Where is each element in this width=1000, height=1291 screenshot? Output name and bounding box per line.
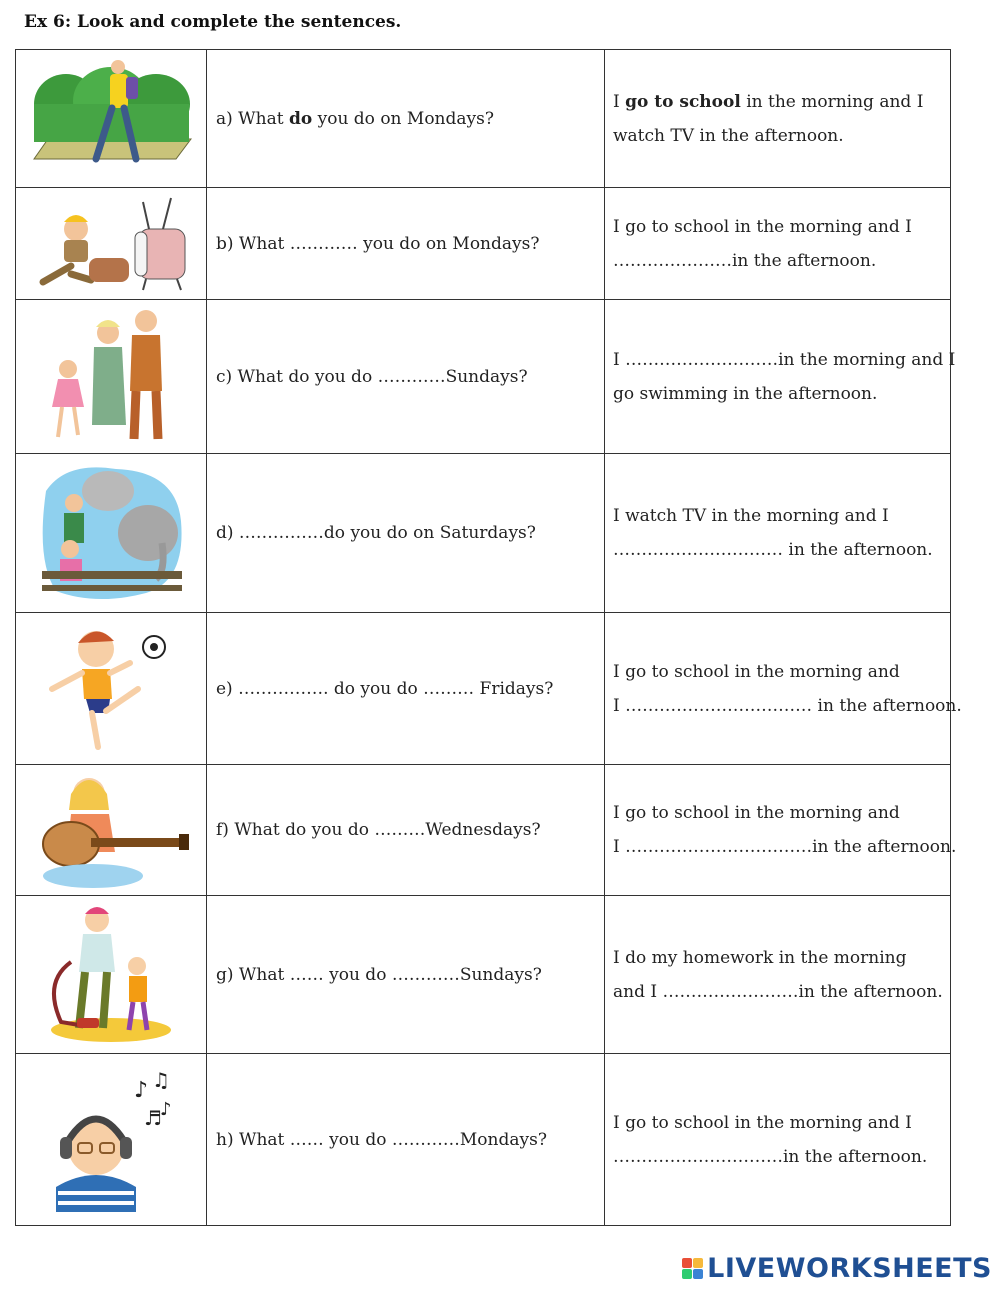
logo-block bbox=[693, 1258, 703, 1268]
answer-cell bbox=[605, 50, 951, 188]
answer-line-1: I go to school in the morning and bbox=[613, 661, 900, 682]
listening-to-music-icon bbox=[36, 1067, 186, 1212]
table-row bbox=[16, 300, 951, 454]
answer-cell bbox=[605, 300, 956, 454]
answer-cell bbox=[605, 896, 951, 1054]
zoo-elephants-icon bbox=[36, 461, 186, 606]
logo-text: LIVEWORKSHEETS bbox=[707, 1253, 992, 1284]
answer-line-2: I ……………………………in the afternoon. bbox=[613, 837, 957, 857]
liveworksheets-logo[interactable] bbox=[682, 1253, 992, 1284]
picture-cell bbox=[16, 613, 207, 765]
picture-cell bbox=[16, 188, 207, 300]
question-cell bbox=[207, 896, 605, 1054]
answer-cell bbox=[605, 188, 951, 300]
table-row bbox=[16, 1054, 951, 1226]
girl-visiting-grandparents-icon bbox=[46, 307, 176, 447]
answer-line-2: …………………………in the afternoon. bbox=[613, 1146, 928, 1167]
table-row bbox=[16, 613, 951, 765]
exercise-table bbox=[15, 49, 962, 1226]
answer-line-2: go swimming in the afternoon. bbox=[613, 383, 878, 404]
table-row bbox=[16, 188, 951, 300]
answer-line-1: I go to school in the morning and I bbox=[613, 91, 924, 112]
answer-line-2: watch TV in the afternoon. bbox=[613, 125, 844, 146]
worksheet-title: Ex 6: Look and complete the sentences. bbox=[24, 12, 402, 32]
question-text: d) ……………do you do on Saturdays? bbox=[216, 523, 536, 543]
question-cell bbox=[207, 765, 605, 896]
question-cell bbox=[207, 188, 605, 300]
answer-line-1: I watch TV in the morning and I bbox=[613, 506, 889, 526]
answer-line-1: I go to school in the morning and I bbox=[613, 216, 912, 237]
answer-line-1: I go to school in the morning and I bbox=[613, 1112, 912, 1133]
question-text: a) What do you do on Mondays? bbox=[216, 108, 494, 129]
table-row bbox=[16, 454, 951, 613]
logo-blocks-icon bbox=[682, 1258, 703, 1279]
helping-mom-vacuum-icon bbox=[41, 902, 181, 1047]
answer-line-1: I ………………………in the morning and I bbox=[613, 349, 956, 370]
question-cell bbox=[207, 300, 605, 454]
question-text: h) What …… you do …………Mondays? bbox=[216, 1129, 547, 1150]
answer-line-2: …………………in the afternoon. bbox=[613, 250, 877, 271]
question-cell bbox=[207, 454, 605, 613]
question-cell bbox=[207, 1054, 605, 1226]
answer-line-2: and I ……………………in the afternoon. bbox=[613, 981, 943, 1002]
question-text: c) What do you do …………Sundays? bbox=[216, 366, 528, 387]
question-cell bbox=[207, 50, 605, 188]
logo-block bbox=[682, 1258, 692, 1268]
answer-line-1: I go to school in the morning and bbox=[613, 803, 900, 823]
question-text: e) ……………. do you do ……… Fridays? bbox=[216, 678, 554, 699]
answer-cell bbox=[605, 765, 957, 896]
logo-block bbox=[693, 1269, 703, 1279]
table-row bbox=[16, 50, 951, 188]
question-text: b) What ………… you do on Mondays? bbox=[216, 233, 540, 254]
svg-text:♪: ♪ bbox=[134, 1078, 149, 1103]
picture-cell bbox=[16, 896, 207, 1054]
picture-cell bbox=[16, 1054, 207, 1226]
logo-block bbox=[682, 1269, 692, 1279]
svg-text:♫: ♫ bbox=[152, 1068, 170, 1092]
answer-cell bbox=[605, 454, 951, 613]
answer-cell bbox=[605, 613, 962, 765]
picture-cell bbox=[16, 454, 207, 613]
question-text: f) What do you do ………Wednesdays? bbox=[216, 820, 541, 840]
answer-line-2: I …………………………… in the afternoon. bbox=[613, 695, 962, 716]
boy-walking-to-school-icon bbox=[26, 59, 196, 179]
girl-playing-guitar-icon bbox=[31, 770, 191, 890]
answer-line-1: I do my homework in the morning bbox=[613, 947, 907, 968]
answer-line-2: ………………………… in the afternoon. bbox=[613, 540, 933, 560]
table-row bbox=[16, 765, 951, 896]
boy-watching-tv-icon bbox=[31, 194, 191, 294]
picture-cell bbox=[16, 50, 207, 188]
svg-text:♪: ♪ bbox=[160, 1099, 172, 1120]
question-text: g) What …… you do …………Sundays? bbox=[216, 964, 542, 985]
picture-cell bbox=[16, 300, 207, 454]
question-cell bbox=[207, 613, 605, 765]
table-row bbox=[16, 896, 951, 1054]
answer-cell bbox=[605, 1054, 951, 1226]
svg-text:♬: ♬ bbox=[144, 1106, 162, 1130]
boy-playing-football-icon bbox=[46, 619, 176, 759]
picture-cell bbox=[16, 765, 207, 896]
